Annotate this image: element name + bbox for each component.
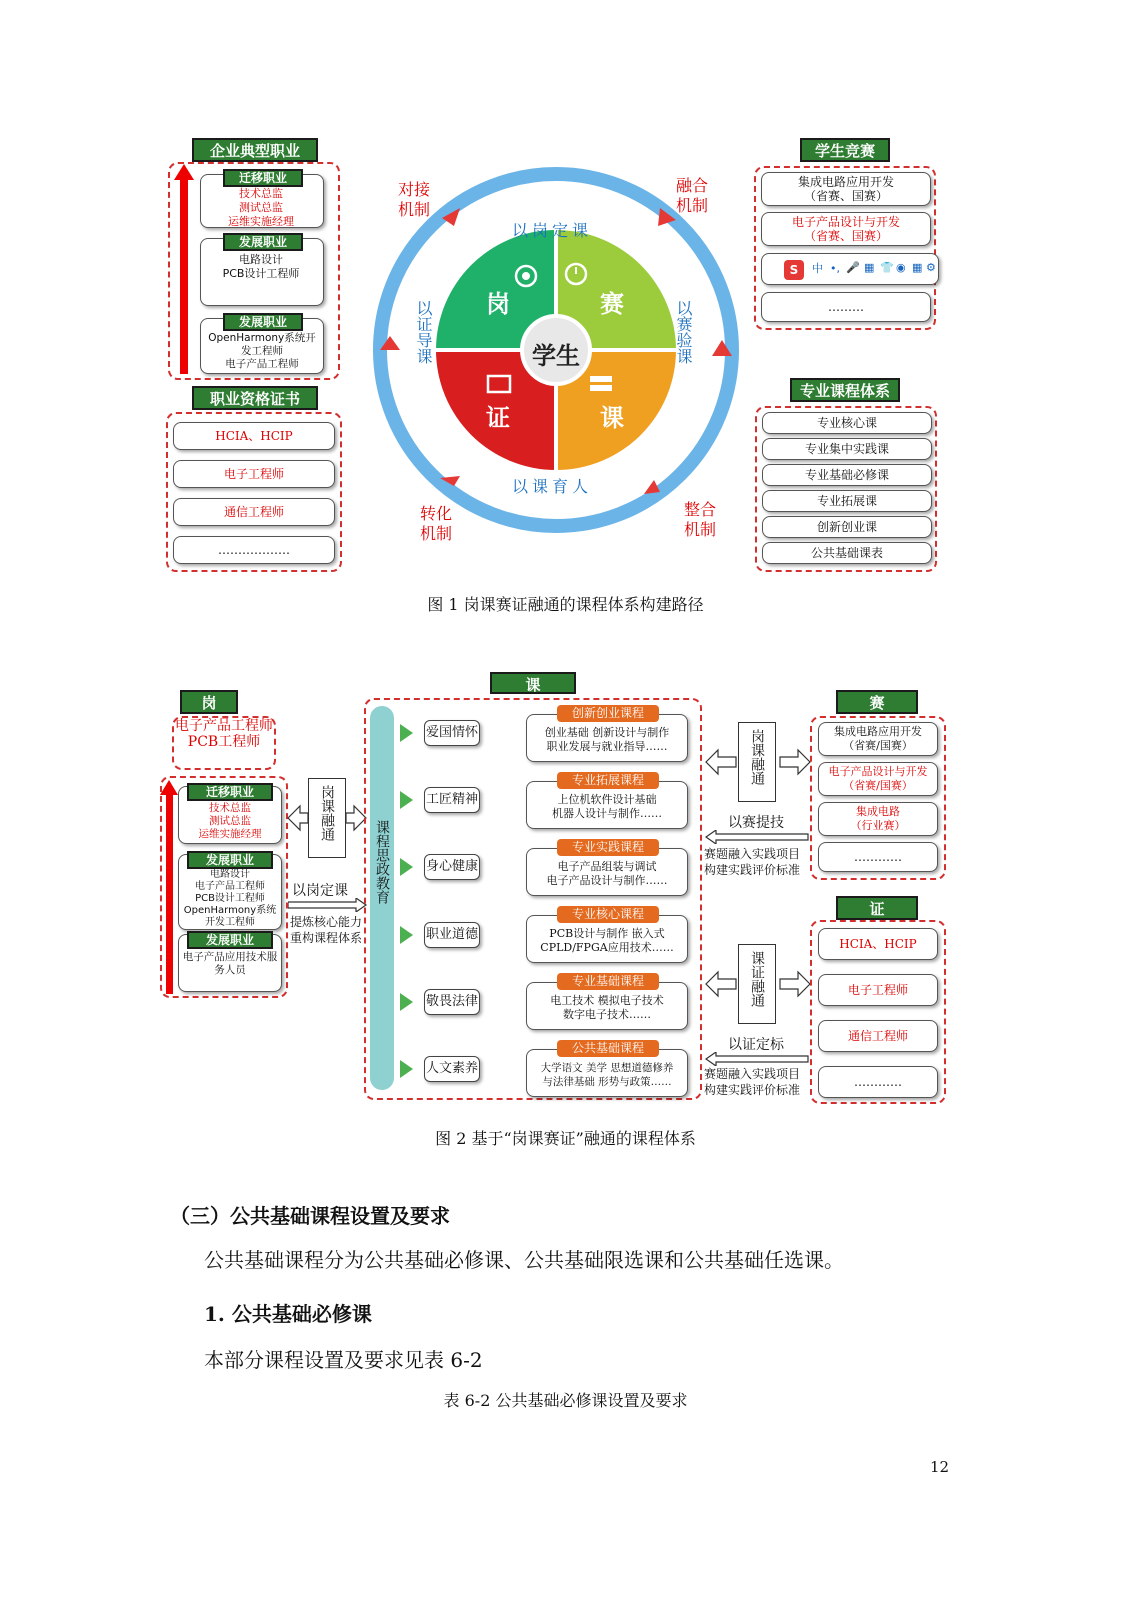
punct-icon[interactable]: •, bbox=[830, 262, 840, 275]
line: （省赛、国赛） bbox=[803, 229, 888, 243]
ke-sai-sub: 赛题融入实践项目 构建实践评价标准 bbox=[704, 847, 801, 877]
paragraph: 本部分课程设置及要求见表 6-2 bbox=[204, 1348, 483, 1372]
group-title: 发展职业 bbox=[223, 313, 303, 331]
course-tag: 专业实践课程 bbox=[557, 839, 659, 856]
line: 大学语文 美学 思想道德修养 bbox=[540, 1062, 674, 1074]
line: 集成电路应用开发 bbox=[797, 175, 894, 189]
fusion-label: 岗课融通 bbox=[319, 785, 335, 841]
fig1-competition-header: 学生竞赛 bbox=[800, 138, 890, 162]
growth-arrow-shaft bbox=[180, 178, 188, 374]
course-tag: 公共基础课程 bbox=[557, 1040, 659, 1057]
quadrant-label-ke: 课 bbox=[600, 403, 624, 432]
group-lines bbox=[179, 869, 281, 929]
mechanism-transform: 转化 机制 bbox=[420, 504, 453, 543]
fig1-career-group-3 bbox=[200, 315, 324, 374]
line: 数字电子技术…… bbox=[563, 1008, 651, 1021]
mechanism-integrate: 整合 机制 bbox=[684, 500, 717, 539]
group-lines bbox=[201, 253, 321, 281]
line: 测试总监 bbox=[239, 201, 283, 214]
course-item: 专业核心课 bbox=[762, 412, 932, 434]
fusion-label: 课证融通 bbox=[749, 951, 765, 1007]
virtue-item: 职业道德 bbox=[424, 922, 480, 948]
fusion-label: 岗课融通 bbox=[749, 729, 765, 785]
zheng-item: HCIA、HCIP bbox=[818, 928, 938, 960]
course-item: 专业基础必修课 bbox=[762, 464, 932, 486]
course-tag: 专业核心课程 bbox=[557, 906, 659, 923]
sizheng-label: 课程思政教育 bbox=[374, 820, 390, 904]
fig1-career-group-1 bbox=[200, 171, 324, 228]
line: 创业基础 创新设计与制作 bbox=[544, 726, 670, 739]
fig2-gang-top bbox=[172, 716, 276, 770]
section-heading: （三）公共基础课程设置及要求 bbox=[170, 1204, 450, 1228]
group-title: 迁移职业 bbox=[187, 783, 273, 801]
course-card bbox=[526, 773, 688, 829]
zheng-item: ………… bbox=[818, 1066, 938, 1098]
line: 电子产品设计与制作…… bbox=[546, 874, 668, 887]
competition-item bbox=[761, 172, 931, 206]
group-title: 迁移职业 bbox=[223, 169, 303, 187]
subsection-heading: 1. 公共基础必修课 bbox=[204, 1302, 372, 1326]
sai-item bbox=[818, 762, 938, 796]
sizheng-bar bbox=[370, 706, 394, 1090]
keyboard-icon[interactable]: ▦ bbox=[864, 261, 875, 274]
chevron-right-icon bbox=[400, 1060, 413, 1078]
line: 上位机软件设计基础 bbox=[557, 793, 657, 806]
course-tag: 专业拓展课程 bbox=[557, 772, 659, 789]
line: 务人员 bbox=[214, 964, 246, 976]
quadrant-label-sai: 赛 bbox=[600, 289, 624, 318]
ke-sai-label: 以赛提技 bbox=[728, 815, 784, 831]
right-arrow bbox=[288, 898, 368, 912]
chevron-right-icon bbox=[400, 724, 413, 742]
bidirectional-arrow bbox=[704, 744, 812, 780]
line: PCB工程师 bbox=[187, 734, 261, 750]
zheng-item: 电子工程师 bbox=[818, 974, 938, 1006]
line: 开发工程师 bbox=[205, 917, 255, 928]
fig2-zheng-header: 证 bbox=[836, 896, 918, 920]
gang-ke-sub: 提炼核心能力 重构课程体系 bbox=[290, 915, 363, 945]
ke-zheng-sub: 赛题融入实践项目 构建实践评价标准 bbox=[704, 1067, 801, 1097]
line: 电工技术 模拟电子技术 bbox=[550, 994, 664, 1007]
fig2-gang-group-3 bbox=[178, 934, 282, 992]
course-item: 专业集中实践课 bbox=[762, 438, 932, 460]
course-item: 公共基础课表 bbox=[762, 542, 932, 564]
fig1-course-header: 专业课程体系 bbox=[790, 378, 900, 402]
fig1-career-header: 企业典型职业 bbox=[192, 138, 318, 162]
ke-zheng-label: 以证定标 bbox=[728, 1037, 784, 1053]
mic-icon[interactable]: 🎤 bbox=[846, 261, 860, 274]
cert-item: 电子工程师 bbox=[173, 460, 335, 488]
course-tag: 专业基础课程 bbox=[557, 973, 659, 990]
line: 电子产品组装与调试 bbox=[557, 860, 657, 873]
line: 集成电路 bbox=[856, 805, 900, 818]
fig2-gang-group-1 bbox=[178, 786, 282, 844]
sogou-icon[interactable]: S bbox=[784, 260, 804, 280]
course-card bbox=[526, 706, 688, 762]
line: 电子产品工程师 bbox=[225, 358, 299, 370]
line: 电子产品工程师 bbox=[195, 881, 265, 892]
bidirectional-arrow bbox=[286, 800, 368, 836]
line: OpenHarmony系统 bbox=[183, 905, 277, 916]
group-title: 发展职业 bbox=[187, 851, 273, 869]
line: 电子产品设计与开发 bbox=[791, 215, 900, 229]
ring-label-right: 以赛验课 bbox=[674, 300, 693, 364]
table-caption: 表 6-2 公共基础必修课设置及要求 bbox=[443, 1391, 688, 1410]
left-arrow bbox=[704, 1052, 810, 1066]
line: 运维实施经理 bbox=[228, 215, 294, 228]
cert-item: HCIA、HCIP bbox=[173, 422, 335, 450]
quadrant-label-gang: 岗 bbox=[486, 289, 510, 318]
chevron-right-icon bbox=[400, 791, 413, 809]
settings-icon[interactable]: ⚙ bbox=[926, 261, 936, 274]
line: 电子产品应用技术服 bbox=[182, 951, 278, 963]
ime-toolbar[interactable] bbox=[761, 253, 939, 285]
virtue-item: 敬畏法律 bbox=[424, 989, 480, 1015]
line: （行业赛） bbox=[850, 819, 906, 832]
line: PCB设计工程师 bbox=[222, 267, 300, 280]
line: 技术总监 bbox=[239, 187, 283, 200]
line: CPLD/FPGA应用技术…… bbox=[540, 941, 674, 954]
line: 与法律基础 形势与政策…… bbox=[542, 1076, 672, 1088]
line: 机器人设计与制作…… bbox=[552, 807, 662, 820]
line: 电子产品工程师 bbox=[175, 718, 273, 734]
line: 技术总监 bbox=[209, 802, 251, 814]
cert-item: ……………… bbox=[173, 536, 335, 564]
course-card bbox=[526, 974, 688, 1030]
bidirectional-arrow bbox=[704, 966, 812, 1002]
paragraph: 公共基础课程分为公共基础必修课、公共基础限选课和公共基础任选课。 bbox=[204, 1248, 844, 1272]
virtue-item: 身心健康 bbox=[424, 854, 480, 880]
line: （省赛、国赛） bbox=[803, 189, 888, 203]
page-number: 12 bbox=[930, 1458, 950, 1476]
group-lines bbox=[201, 332, 323, 371]
grid-icon[interactable]: ▦ bbox=[912, 261, 923, 274]
gang-ke-label: 以岗定课 bbox=[292, 883, 348, 899]
virtue-item: 工匠精神 bbox=[424, 787, 480, 813]
virtue-item: 爱国情怀 bbox=[424, 720, 480, 746]
line: 发工程师 bbox=[241, 345, 283, 357]
line: OpenHarmony系统开 bbox=[208, 332, 316, 344]
bot-icon[interactable]: ◉ bbox=[896, 261, 906, 274]
fig2-gang-header: 岗 bbox=[180, 690, 238, 714]
line: （省赛/国赛） bbox=[843, 779, 913, 792]
ring-label-left: 以证导课 bbox=[414, 300, 433, 364]
line: 电子产品设计与开发 bbox=[828, 765, 928, 778]
competition-item bbox=[761, 212, 931, 246]
growth-arrow-head bbox=[160, 780, 178, 795]
chevron-right-icon bbox=[400, 993, 413, 1011]
course-card bbox=[526, 907, 688, 963]
left-arrow bbox=[704, 830, 810, 844]
quadrant-label-zheng: 证 bbox=[486, 403, 510, 432]
group-lines bbox=[179, 951, 281, 977]
sai-item: ………… bbox=[818, 842, 938, 872]
ring-label-bottom: 以课育人 bbox=[512, 477, 593, 496]
skin-icon[interactable]: 👕 bbox=[880, 261, 894, 274]
line: （省赛/国赛） bbox=[843, 739, 913, 752]
chevron-right-icon bbox=[400, 926, 413, 944]
chevron-right-icon bbox=[400, 858, 413, 876]
fig1-career-group-2 bbox=[200, 235, 324, 306]
center-student: 学生 bbox=[532, 342, 580, 370]
growth-arrow-shaft bbox=[166, 794, 173, 994]
line: PCB设计工程师 bbox=[195, 893, 265, 904]
group-title: 发展职业 bbox=[223, 233, 303, 251]
line: 职业发展与就业指导…… bbox=[546, 740, 668, 753]
fig2-gang-group-2 bbox=[178, 854, 282, 930]
fig1-cert-header: 职业资格证书 bbox=[192, 386, 318, 410]
growth-arrow-head bbox=[174, 164, 194, 180]
course-card bbox=[526, 1041, 688, 1097]
course-card bbox=[526, 840, 688, 896]
virtue-item: 人文素养 bbox=[424, 1056, 480, 1082]
course-item: 创新创业课 bbox=[762, 516, 932, 538]
course-tag: 创新创业课程 bbox=[557, 705, 659, 722]
figure-2-caption: 图 2 基于“岗课赛证”融通的课程体系 bbox=[435, 1129, 696, 1148]
lang-icon[interactable]: 中 bbox=[812, 262, 823, 275]
line: 电路设计 bbox=[210, 869, 250, 880]
mechanism-dock: 对接 机制 bbox=[398, 180, 431, 219]
zheng-item: 通信工程师 bbox=[818, 1020, 938, 1052]
fig2-ke-header: 课 bbox=[490, 672, 576, 694]
cert-item: 通信工程师 bbox=[173, 498, 335, 526]
course-item: 专业拓展课 bbox=[762, 490, 932, 512]
sai-item bbox=[818, 722, 938, 756]
group-lines bbox=[179, 802, 281, 841]
line: PCB设计与制作 嵌入式 bbox=[549, 927, 665, 940]
mechanism-fusion: 融合 机制 bbox=[676, 176, 709, 215]
figure-1-caption: 图 1 岗课赛证融通的课程体系构建路径 bbox=[427, 595, 704, 614]
group-title: 发展职业 bbox=[187, 931, 273, 949]
line: 测试总监 bbox=[209, 815, 251, 827]
fig2-sai-header: 赛 bbox=[836, 690, 918, 714]
line: 运维实施经理 bbox=[198, 828, 262, 840]
ring-label-top: 以岗定课 bbox=[512, 221, 593, 240]
line: 电路设计 bbox=[239, 253, 283, 266]
competition-item: ……… bbox=[761, 292, 931, 322]
line: 集成电路应用开发 bbox=[834, 725, 922, 738]
group-lines bbox=[201, 187, 321, 229]
sai-item bbox=[818, 802, 938, 836]
